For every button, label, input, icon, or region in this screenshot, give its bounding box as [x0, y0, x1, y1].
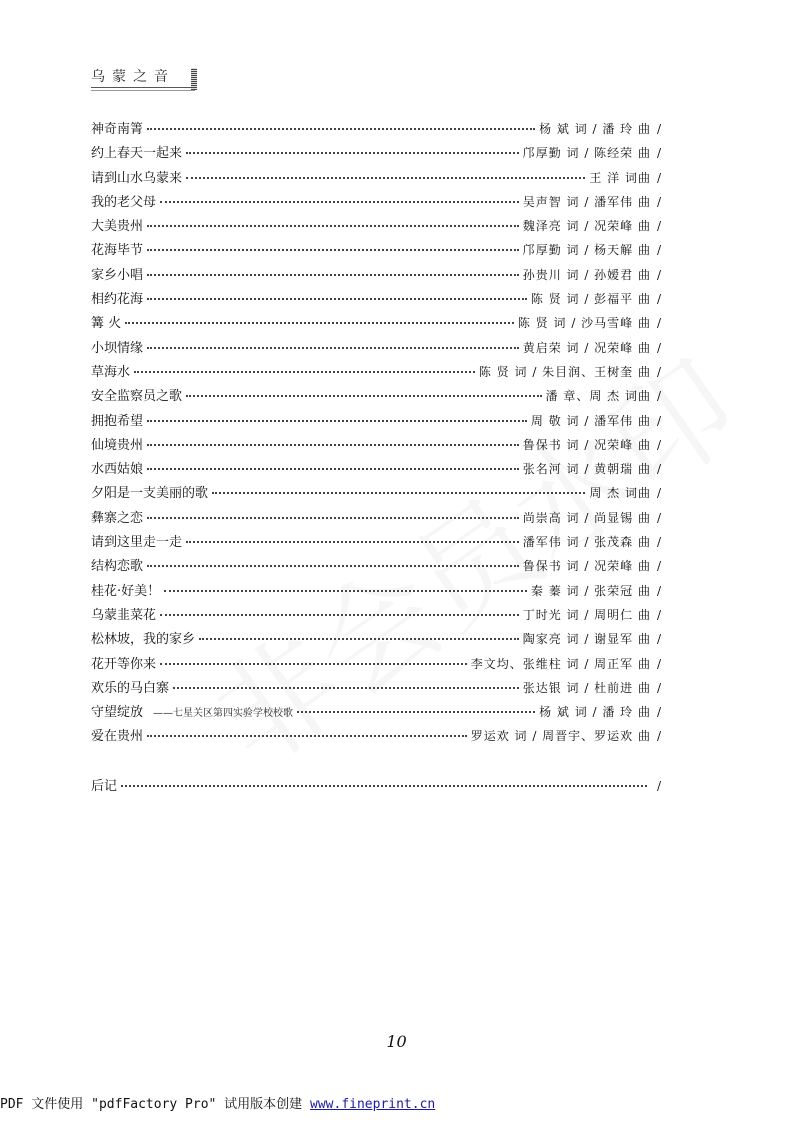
toc-row[interactable] [91, 530, 663, 554]
toc-credit: 李文均、张维柱 词 / 周正军 曲 [470, 656, 651, 671]
toc-credit: 陈 贤 词 / 彭福平 曲 [530, 292, 651, 307]
toc-title: 大美贵州 [91, 219, 144, 235]
toc-title: 彝寨之恋 [91, 510, 144, 526]
toc-title: 夕阳是一支美丽的歌 [91, 486, 209, 502]
toc-page-ref: / [656, 680, 662, 695]
toc-row[interactable] [91, 676, 663, 700]
toc-page-ref: / [656, 729, 662, 744]
toc-subtitle: ——七星关区第四实验学校校歌 [153, 708, 294, 720]
toc-page-ref: / [656, 437, 662, 452]
dot-leader [164, 590, 527, 592]
toc-page-ref: / [656, 535, 662, 550]
dot-leader [147, 565, 519, 567]
toc-credit: 秦 蓁 词 / 张荣冠 曲 [530, 583, 651, 598]
toc-title: 相约花海 [91, 292, 144, 308]
toc-page-ref: / [656, 170, 662, 185]
toc-row[interactable] [91, 166, 663, 190]
toc-title: 花海毕节 [91, 243, 144, 259]
toc-row[interactable] [91, 190, 663, 214]
dot-leader [134, 371, 475, 373]
toc-credit: 王 洋 词曲 [589, 170, 651, 185]
dot-leader [147, 468, 519, 470]
toc-title: 水西姑娘 [91, 462, 144, 478]
running-header [91, 64, 199, 92]
pdf-footer [0, 1093, 793, 1113]
toc-title: 乌蒙韭菜花 [91, 607, 157, 623]
dot-leader [147, 444, 519, 446]
toc-page-ref: / [656, 607, 662, 622]
dot-leader [160, 663, 467, 665]
toc-credit: 罗运欢 词 / 周晋宇、罗运欢 曲 [470, 729, 651, 744]
dot-leader [147, 225, 519, 227]
toc-title: 花开等你来 [91, 656, 157, 672]
dot-leader [186, 152, 519, 154]
toc-credit: 杨 斌 词 / 潘 玲 曲 [539, 122, 651, 136]
dot-leader [147, 420, 527, 422]
toc-credit: 周 敬 词 / 潘军伟 曲 [530, 413, 651, 428]
toc-page-ref: / [656, 122, 662, 136]
toc-page-ref: / [656, 705, 662, 720]
toc-row[interactable] [91, 481, 663, 505]
dot-leader [173, 687, 519, 689]
dot-leader [212, 492, 585, 494]
toc-page-ref: / [656, 559, 662, 574]
toc-row[interactable] [91, 433, 663, 457]
dot-leader [186, 395, 542, 397]
toc-credit: 鲁保书 词 / 况荣峰 曲 [522, 559, 651, 574]
toc-credit: 陶家亮 词 / 谢显军 曲 [522, 632, 651, 647]
toc-page-ref: / [656, 340, 662, 355]
toc-page-ref: / [656, 656, 662, 671]
toc-title: 神奇南箐 [91, 122, 144, 137]
dot-leader [147, 274, 519, 276]
toc-row[interactable] [91, 506, 663, 530]
toc-credit: 黄启荣 词 / 况荣峰 曲 [522, 340, 651, 355]
toc-credit: 潘军伟 词 / 张茂森 曲 [522, 535, 651, 550]
afterword-title: 后记 [91, 779, 118, 794]
toc-row[interactable] [91, 384, 663, 408]
table-of-contents [91, 117, 663, 749]
toc-credit: 张达银 词 / 杜前进 曲 [522, 680, 651, 695]
dot-leader [121, 785, 647, 787]
dot-leader [186, 177, 585, 179]
header-title: 乌蒙之音 [91, 69, 175, 85]
toc-title: 结构恋歌 [91, 559, 144, 575]
dot-leader [147, 735, 467, 737]
toc-row[interactable] [91, 287, 663, 311]
toc-row[interactable] [91, 336, 663, 360]
toc-page-ref: / [656, 146, 662, 161]
toc-row[interactable] [91, 214, 663, 238]
toc-credit: 陈 贤 词 / 沙马雪峰 曲 [517, 316, 651, 331]
toc-row[interactable] [91, 141, 663, 165]
toc-row[interactable] [91, 579, 663, 603]
page-number: 10 [386, 1032, 407, 1051]
dot-leader [147, 128, 535, 130]
toc-credit: 鲁保书 词 / 况荣峰 曲 [522, 437, 651, 452]
toc-row[interactable] [91, 652, 663, 676]
toc-title: 我的老父母 [91, 194, 157, 210]
toc-title: 家乡小唱 [91, 267, 144, 283]
dot-leader [186, 541, 519, 543]
toc-title: 桂花·好美！ [91, 583, 161, 599]
toc-title: 小坝情缘 [91, 340, 144, 356]
dot-leader [147, 347, 519, 349]
toc-row[interactable] [91, 457, 663, 481]
toc-credit: 魏泽亮 词 / 况荣峰 曲 [522, 219, 651, 234]
toc-page-ref: / [656, 292, 662, 307]
toc-row[interactable] [91, 409, 663, 433]
toc-credit: 丁时光 词 / 周明仁 曲 [522, 607, 651, 622]
toc-row[interactable] [91, 238, 663, 262]
toc-credit: 尚崇高 词 / 尚显锡 曲 [522, 510, 651, 525]
toc-credit: 孙贵川 词 / 孙嫒君 曲 [522, 267, 651, 282]
toc-credit: 周 杰 词曲 [589, 486, 651, 501]
dot-leader [147, 298, 527, 300]
dot-leader [147, 249, 519, 251]
dot-leader [160, 614, 519, 616]
toc-row[interactable] [91, 627, 663, 651]
toc-credit: 陈 贤 词 / 朱目润、王树奎 曲 [478, 364, 651, 379]
toc-title: 约上春天一起来 [91, 146, 183, 162]
footer-link[interactable]: www.fineprint.cn [310, 1097, 436, 1112]
toc-credit: 邝厚勤 词 / 陈经荣 曲 [522, 146, 651, 161]
toc-row-afterword[interactable] [91, 774, 663, 798]
toc-title: 请到这里走一走 [91, 535, 183, 551]
toc-title: 安全监察员之歌 [91, 389, 183, 405]
toc-row[interactable] [91, 554, 663, 578]
toc-page-ref: / [656, 316, 662, 331]
toc-page-ref: / [656, 632, 662, 647]
toc-title: 爱在贵州 [91, 729, 144, 745]
dot-leader [297, 711, 535, 713]
toc-row[interactable] [91, 117, 663, 141]
toc-credit: 邝厚勤 词 / 杨天解 曲 [522, 243, 651, 258]
dot-leader [160, 201, 519, 203]
toc-row[interactable] [91, 700, 663, 724]
header-rule [91, 87, 195, 88]
toc-title: 草海水 [91, 364, 131, 380]
toc-page-ref: / [656, 219, 662, 234]
header-ornament [191, 68, 197, 90]
dot-leader [125, 322, 514, 324]
toc-page-ref: / [656, 267, 662, 282]
toc-credit: 张名河 词 / 黄朝瑞 曲 [522, 462, 651, 477]
toc-title: 松林坡，我的家乡 [91, 632, 196, 648]
toc-row[interactable] [91, 360, 663, 384]
toc-credit: 杨 斌 词 / 潘 玲 曲 [539, 705, 651, 720]
toc-page-ref: / [656, 583, 662, 598]
toc-page-ref: / [656, 413, 662, 428]
toc-page-ref: / [656, 194, 662, 209]
toc-page-ref: / [656, 486, 662, 501]
footer-text: PDF 文件使用 "pdfFactory Pro" 试用版本创建 [0, 1097, 311, 1112]
dot-leader [147, 517, 519, 519]
toc-title: 请到山水乌蒙来 [91, 170, 183, 186]
toc-row[interactable] [91, 603, 663, 627]
dot-leader [199, 638, 519, 640]
toc-page-ref: / [656, 510, 662, 525]
toc-title: 欢乐的马白寨 [91, 680, 170, 696]
toc-credit: 吴声智 词 / 潘军伟 曲 [522, 194, 651, 209]
toc-title: 守望绽放 [91, 705, 144, 721]
toc-row[interactable] [91, 311, 663, 335]
afterword-page-ref: / [656, 779, 662, 793]
toc-page-ref: / [656, 243, 662, 258]
toc-page-ref: / [656, 364, 662, 379]
toc-title: 仙境贵州 [91, 437, 144, 453]
toc-row[interactable] [91, 724, 663, 748]
toc-credit: 潘 章、周 杰 词曲 [545, 389, 651, 404]
toc-row[interactable] [91, 263, 663, 287]
toc-page-ref: / [656, 462, 662, 477]
header-rule-secondary [91, 90, 195, 91]
toc-title: 篝 火 [91, 316, 122, 332]
toc-title: 拥抱希望 [91, 413, 144, 429]
toc-page-ref: / [656, 389, 662, 404]
